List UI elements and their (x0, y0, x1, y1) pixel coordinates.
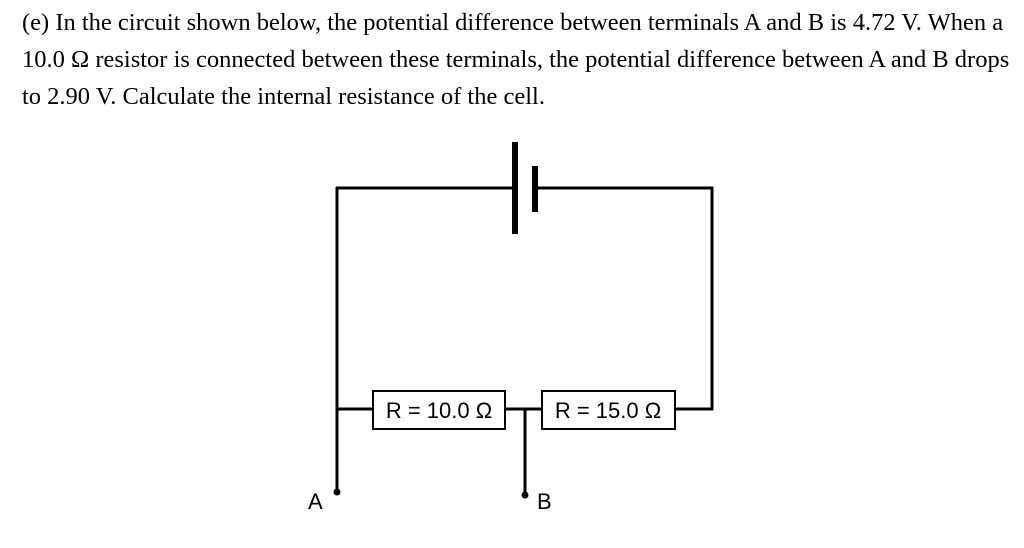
resistor-left-label: R = 10.0 Ω (385, 398, 493, 423)
terminal-b-dot (522, 492, 529, 499)
cell-icon (515, 142, 535, 234)
question-text: (e) In the circuit shown below, the potential difference between terminals A and B is 4.72 V. When a 10.0 Ω resistor is connected between these terminals, the potential difference between A and B drops to 2.90 V. Calculate the internal resistance of the cell. (22, 9, 1010, 110)
resistor-right-label: R = 15.0 Ω (554, 398, 662, 423)
terminal-b-label: B (537, 489, 552, 514)
terminal-a-label: A (308, 489, 323, 514)
terminal-a-dot (334, 489, 341, 496)
